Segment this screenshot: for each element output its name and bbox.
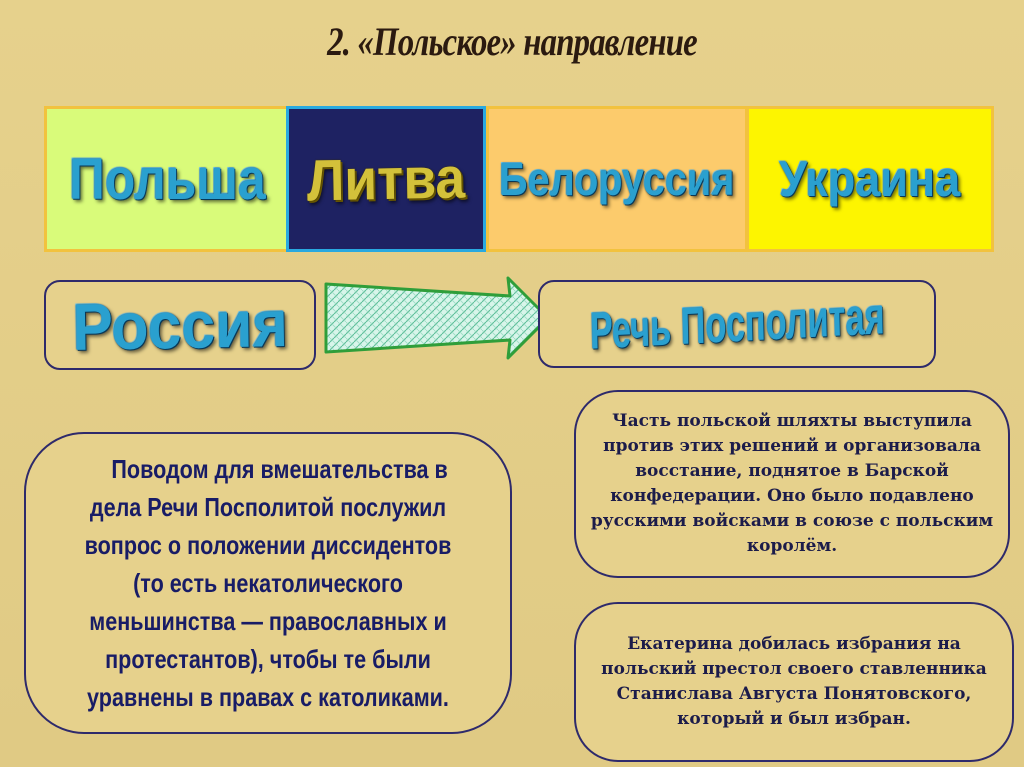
country-box-belarus (486, 106, 748, 252)
bar-confederation-note (574, 390, 1010, 578)
country-label-lithuania: Литва (306, 145, 466, 213)
country-box-ukraine (746, 106, 994, 252)
country-box-lithuania (286, 106, 486, 252)
russia-box (44, 280, 316, 370)
slide-title: 2. «Польское» направление (327, 19, 697, 64)
dissidents-text: Поводом для вмешательства в дела Речи Посполитой послужил вопрос о положении диссидентов (то есть некатолического меньшинства — православных и протестантов), чтобы те были уравнены в правах с католиками. (84, 454, 452, 712)
russia-label: Россия (71, 285, 289, 365)
poniatowski-text: Екатерина добилась избрания на польский престол своего ставленника Станислава Августа Понятовского, который и был избран. (601, 634, 987, 729)
country-label-belarus: Белоруссия (499, 153, 735, 205)
country-label-poland: Польша (68, 146, 266, 212)
rech-pospolitaya-box (538, 280, 936, 368)
country-box-poland (44, 106, 290, 252)
bar-confederation-text: Часть польской шляхты выступила против этих решений и организовала восстание, поднятое в Барской конфедерации. Оно было подавлено русскими войсками в союзе с польским королём. (590, 411, 994, 556)
dissidents-note (24, 432, 512, 734)
right-arrow-icon (322, 274, 552, 362)
rech-pospolitaya-label: Речь Посполитая (589, 287, 885, 361)
country-label-ukraine: Украина (779, 151, 961, 207)
poniatowski-note (574, 602, 1014, 762)
